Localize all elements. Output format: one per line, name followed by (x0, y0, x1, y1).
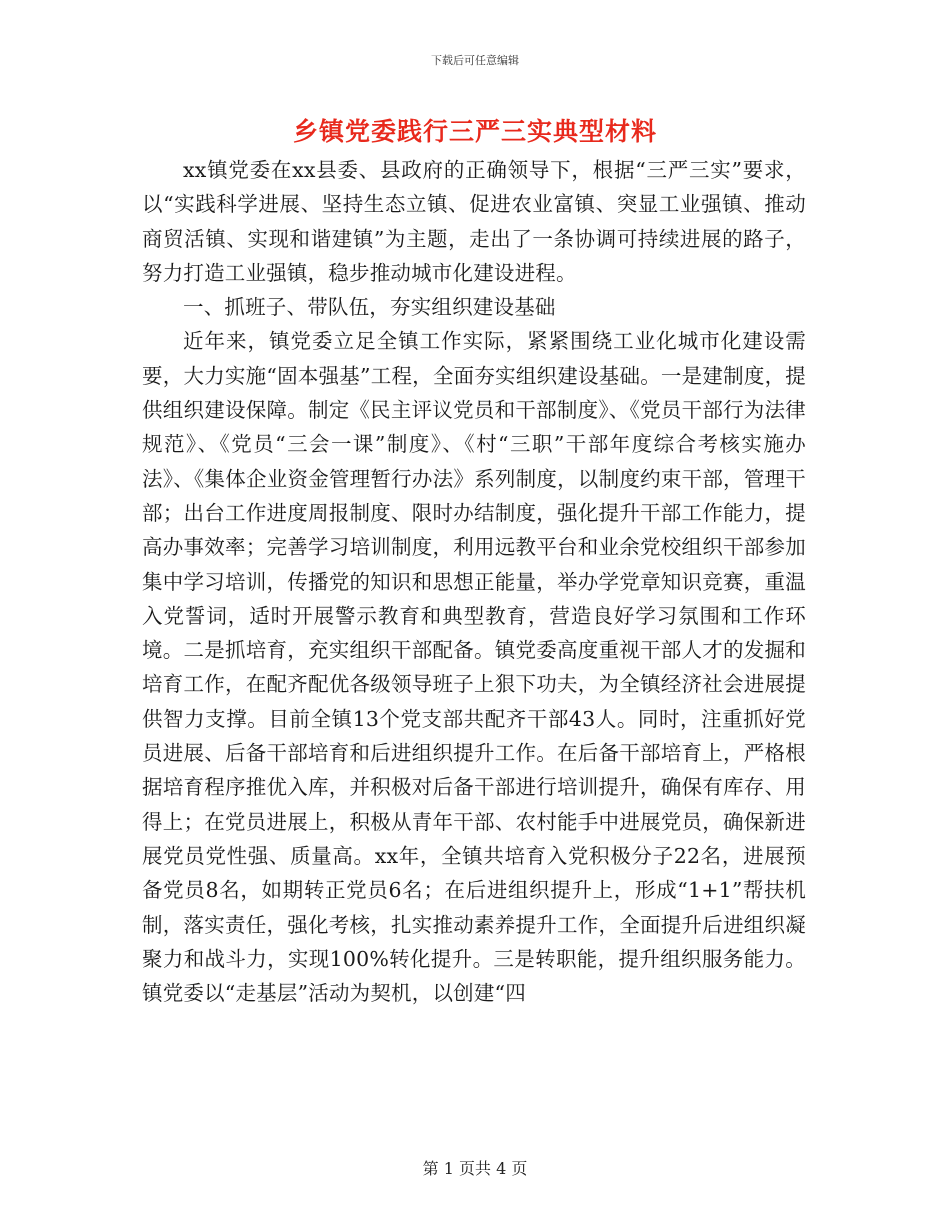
section-heading: 一、抓班子、带队伍，夯实组织建设基础 (183, 295, 556, 320)
page-number: 第 1 页共 4 页 (422, 1159, 528, 1178)
page-header-note: 下载后可任意编辑 (431, 54, 519, 67)
document-title: 乡镇党委践行三严三实典型材料 (292, 117, 657, 146)
document-body (142, 153, 806, 1010)
body-paragraph: 近年来，镇党委立足全镇工作实际，紧紧围绕工业化城市化建设需要，大力实施“固本强基”工程，全面夯实组织建设基础。一是建制度，提供组织建设保障。制定《民主评议党员和干部制度》、《党员干部行为法律规范》、《党员“三会一课”制度》、《村“三职”干部年度综合考核实施办法》、《集体企业资金管理暂行办法》系列制度，以制度约束干部，管理干部；出台工作进度周报制度、限时办结制度，强化提升干部工作能力，提高办事效率；完善学习培训制度，利用远教平台和业余党校组织干部参加集中学习培训，传播党的知识和思想正能量，举办学党章知识竞赛，重温入党誓词，适时开展警示教育和典型教育，营造良好学习氛围和工作环境。二是抓培育，充实组织干部配备。镇党委高度重视干部人才的发掘和培育工作，在配齐配优各级领导班子上狠下功夫，为全镇经济社会进展提供智力支撑。目前全镇13个党支部共配齐干部43人。同时，注重抓好党员进展、后备干部培育和后进组织提升工作。在后备干部培育上，严格根据培育程序推优入库，并积极对后备干部进行培训提升，确保有库存、用得上；在党员进展上，积极从青年干部、农村能手中进展党员，确保新进展党员党性强、质量高。xx年，全镇共培育入党积极分子22名，进展预备党员8名，如期转正党员6名；在后进组织提升上，形成“1+1”帮扶机制，落实责任，强化考核，扎实推动素养提升工作，全面提升后进组织凝聚力和战斗力，实现100%转化提升。三是转职能，提升组织服务能力。镇党委以“走基层”活动为契机，以创建“四 (142, 329, 806, 1006)
intro-paragraph: xx镇党委在xx县委、县政府的正确领导下，根据“三严三实”要求，以“实践科学进展、坚持生态立镇、促进农业富镇、突显工业强镇、推动商贸活镇、实现和谐建镇”为主题，走出了一条协调可持续进展的路子，努力打造工业强镇，稳步推动城市化建设进程。 (142, 158, 806, 285)
